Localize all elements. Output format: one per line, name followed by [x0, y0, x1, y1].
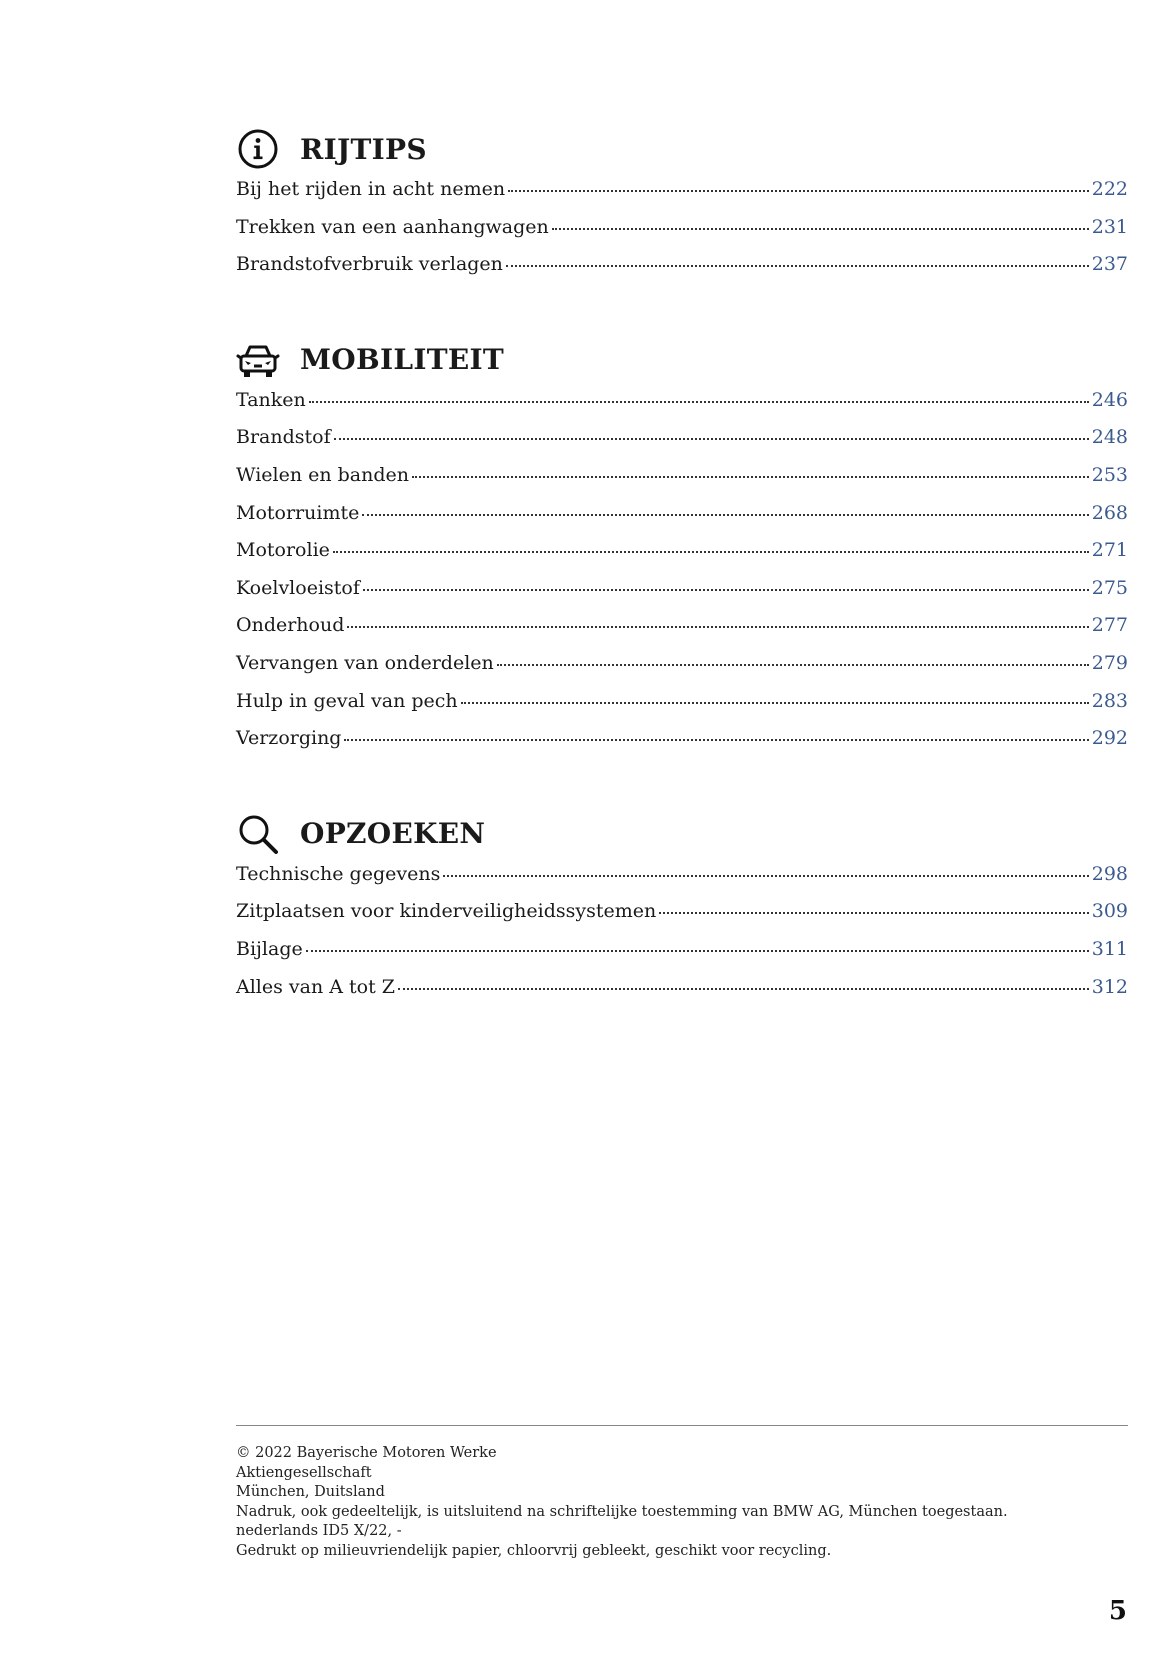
toc-entry[interactable]	[236, 464, 1128, 502]
toc-entry-label: Trekken van een aanhangwagen	[236, 215, 549, 238]
toc-entry[interactable]	[236, 502, 1128, 540]
imprint-footer	[236, 1425, 1128, 1561]
leader-dots	[659, 911, 1089, 914]
section-rijtips	[236, 120, 1128, 291]
toc-entry-label: Koelvloeistof	[236, 576, 360, 599]
toc-entry[interactable]	[236, 178, 1128, 216]
toc-page-link[interactable]: 275	[1091, 576, 1128, 599]
leader-dots	[334, 437, 1089, 440]
leader-dots	[461, 701, 1089, 704]
leader-dots	[344, 738, 1088, 741]
toc-list	[236, 389, 1128, 765]
toc-entry-label: Bij het rijden in acht nemen	[236, 178, 506, 200]
toc-page-link[interactable]: 309	[1091, 900, 1128, 923]
toc-entry[interactable]	[236, 539, 1128, 577]
leader-dots	[362, 513, 1088, 516]
footer-line: München, Duitsland	[236, 1484, 385, 1500]
toc-entry[interactable]	[236, 900, 1128, 938]
toc-entry-label: Verzorging	[236, 727, 342, 750]
leader-dots	[333, 550, 1089, 553]
section-title: MOBILITEIT	[300, 343, 505, 377]
toc-entry-label: Zitplaatsen voor kinderveiligheidssystemen	[236, 900, 657, 923]
info-icon	[236, 127, 280, 171]
leader-dots	[306, 949, 1089, 952]
leader-dots	[412, 475, 1089, 478]
toc-page-link[interactable]: 283	[1091, 689, 1128, 712]
leader-dots	[508, 189, 1089, 192]
leader-dots	[552, 227, 1089, 230]
leader-dots	[497, 663, 1089, 666]
footer-line: Aktiengesellschaft	[236, 1464, 372, 1481]
toc-entry[interactable]	[236, 426, 1128, 464]
footer-line: © 2022 Bayerische Motoren Werke	[236, 1445, 497, 1461]
table-of-contents	[236, 120, 1128, 1053]
toc-page-link[interactable]: 298	[1091, 862, 1128, 885]
toc-entry-label: Alles van A tot Z	[236, 975, 395, 998]
toc-page-link[interactable]: 248	[1091, 426, 1128, 449]
leader-dots	[309, 400, 1089, 403]
toc-entry[interactable]	[236, 253, 1128, 291]
toc-page-link[interactable]: 246	[1091, 388, 1128, 411]
toc-page-link[interactable]: 311	[1091, 937, 1128, 960]
toc-page-link[interactable]: 312	[1091, 975, 1128, 998]
toc-entry[interactable]	[236, 652, 1128, 690]
toc-page-link[interactable]: 268	[1091, 501, 1128, 524]
leader-dots	[363, 588, 1089, 591]
footer-line: Gedrukt op milieuvriendelijk papier, chloorvrij gebleekt, geschikt voor recycling.	[236, 1542, 832, 1559]
toc-entry[interactable]	[236, 216, 1128, 254]
toc-entry[interactable]	[236, 614, 1128, 652]
toc-entry-label: Bijlage	[236, 937, 303, 960]
toc-page-link[interactable]: 237	[1091, 253, 1128, 276]
section-title: OPZOEKEN	[300, 817, 486, 851]
toc-page-link[interactable]: 277	[1091, 614, 1128, 637]
toc-entry-label: Brandstofverbruik verlagen	[236, 253, 503, 276]
page-number: 5	[1108, 1596, 1127, 1626]
toc-page-link[interactable]: 253	[1091, 463, 1128, 486]
toc-entry[interactable]	[236, 389, 1128, 427]
footer-line: nederlands ID5 X/22, -	[236, 1523, 402, 1539]
toc-entry-label: Brandstof	[236, 426, 331, 449]
toc-page-link[interactable]: 279	[1091, 651, 1128, 674]
toc-entry-label: Vervangen van onderdelen	[236, 651, 494, 674]
toc-entry-label: Tanken	[236, 388, 306, 411]
toc-entry-label: Hulp in geval van pech	[236, 689, 458, 712]
toc-entry[interactable]	[236, 863, 1128, 901]
toc-entry[interactable]	[236, 938, 1128, 976]
toc-entry[interactable]	[236, 690, 1128, 728]
section-opzoeken	[236, 805, 1128, 1013]
footer-line: Nadruk, ook gedeeltelijk, is uitsluitend na schriftelijke toestemming van BMW AG, München toegestaan.	[236, 1503, 1008, 1520]
toc-entry-label: Motorolie	[236, 539, 330, 562]
leader-dots	[398, 987, 1089, 990]
section-header	[236, 805, 1128, 863]
toc-entry-label: Wielen en banden	[236, 463, 410, 486]
toc-page-link[interactable]: 231	[1091, 215, 1128, 238]
section-title: RIJTIPS	[300, 132, 427, 166]
section-mobiliteit	[236, 331, 1128, 765]
car-icon	[236, 338, 280, 382]
toc-entry[interactable]	[236, 577, 1128, 615]
section-header	[236, 331, 1128, 389]
toc-entry[interactable]	[236, 727, 1128, 765]
search-icon	[236, 812, 280, 856]
leader-dots	[443, 874, 1088, 877]
toc-entry-label: Technische gegevens	[236, 862, 441, 885]
leader-dots	[347, 625, 1088, 628]
toc-page-link[interactable]: 292	[1091, 727, 1128, 750]
toc-list	[236, 178, 1128, 291]
toc-list	[236, 863, 1128, 1013]
section-header	[236, 120, 1128, 178]
toc-entry-label: Onderhoud	[236, 614, 345, 637]
toc-page-link[interactable]: 222	[1091, 178, 1128, 200]
toc-page-link[interactable]: 271	[1091, 539, 1128, 562]
toc-entry-label: Motorruimte	[236, 501, 360, 524]
leader-dots	[506, 264, 1089, 267]
toc-entry[interactable]	[236, 976, 1128, 1014]
